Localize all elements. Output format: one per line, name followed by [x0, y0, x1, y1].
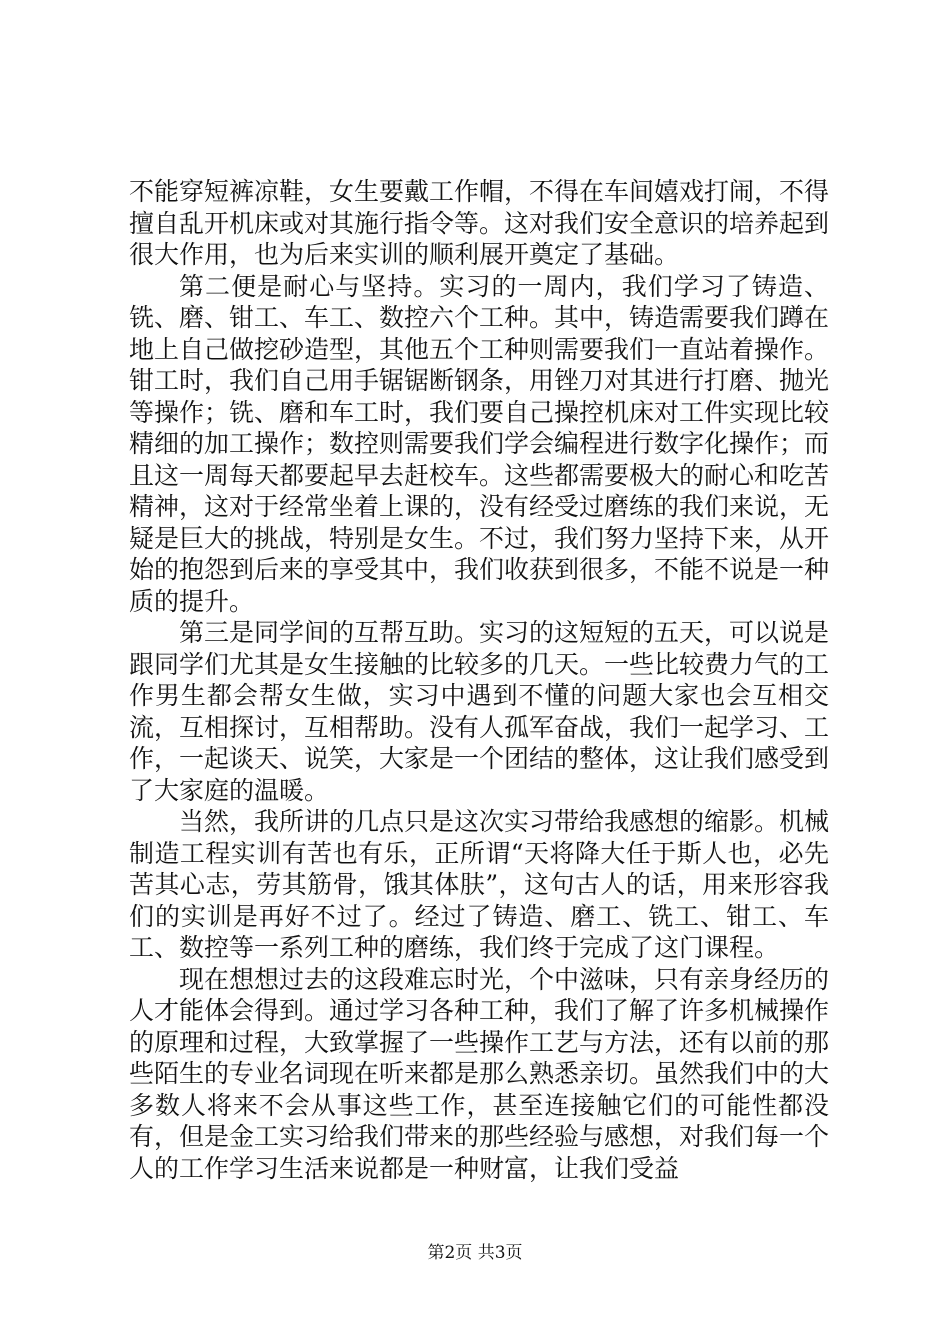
paragraph-mutual-help: 第三是同学间的互帮互助。实习的这短短的五天，可以说是跟同学们尤其是女生接触的比较多的几天。一些比较费力气的工作男生都会帮女生做，实习中遇到不懂的问题大家也会互相交流，互相探讨，互相帮助。没有人孤军奋战，我们一起学习、工作，一起谈天、说笑，大家是一个团结的整体，这让我们感受到了大家庭的温暖。 [129, 618, 830, 805]
paragraph-summary: 当然，我所讲的几点只是这次实习带给我感想的缩影。机械制造工程实训有苦也有乐，正所谓“天将降大任于斯人也，必先苦其心志，劳其筋骨，饿其体肤”，这句古人的话，用来形容我们的实训是再好不过了。经过了铸造、磨工、铣工、钳工、车工、数控等一系列工种的磨练，我们终于完成了这门课程。 [129, 807, 830, 962]
page-footer [0, 1242, 950, 1264]
body-text [129, 176, 829, 1184]
paragraph-patience: 第二便是耐心与坚持。实习的一周内，我们学习了铸造、铣、磨、钳工、车工、数控六个工种。其中，铸造需要我们蹲在地上自己做挖砂造型，其他五个工种则需要我们一直站着操作。钳工时，我们自己用手锯锯断钢条，用锉刀对其进行打磨、抛光等操作；铣、磨和车工时，我们要自己操控机床对工件实现比较精细的加工操作；数控则需要我们学会编程进行数字化操作；而且这一周每天都要起早去赶校车。这些都需要极大的耐心和吃苦精神，这对于经常坐着上课的，没有经受过磨练的我们来说，无疑是巨大的挑战，特别是女生。不过，我们努力坚持下来，从开始的抱怨到后来的享受其中，我们收获到很多，不能不说是一种质的提升。 [129, 271, 830, 616]
page-number: 第2页 共3页 [427, 1243, 523, 1263]
paragraph-continuation: 不能穿短裤凉鞋，女生要戴工作帽，不得在车间嬉戏打闹，不得擅自乱开机床或对其施行指令等。这对我们安全意识的培养起到很大作用，也为后来实训的顺利展开奠定了基础。 [129, 177, 830, 269]
paragraph-reflection: 现在想想过去的这段难忘时光，个中滋味，只有亲身经历的人才能体会得到。通过学习各种工种，我们了解了许多机械操作的原理和过程，大致掌握了一些操作工艺与方法，还有以前的那些陌生的专业名词现在听来都是那么熟悉亲切。虽然我们中的大多数人将来不会从事这些工作，甚至连接触它们的可能性都没有，但是金工实习给我们带来的那些经验与感想，对我们每一个人的工作学习生活来说都是一种财富，让我们受益 [129, 964, 830, 1183]
